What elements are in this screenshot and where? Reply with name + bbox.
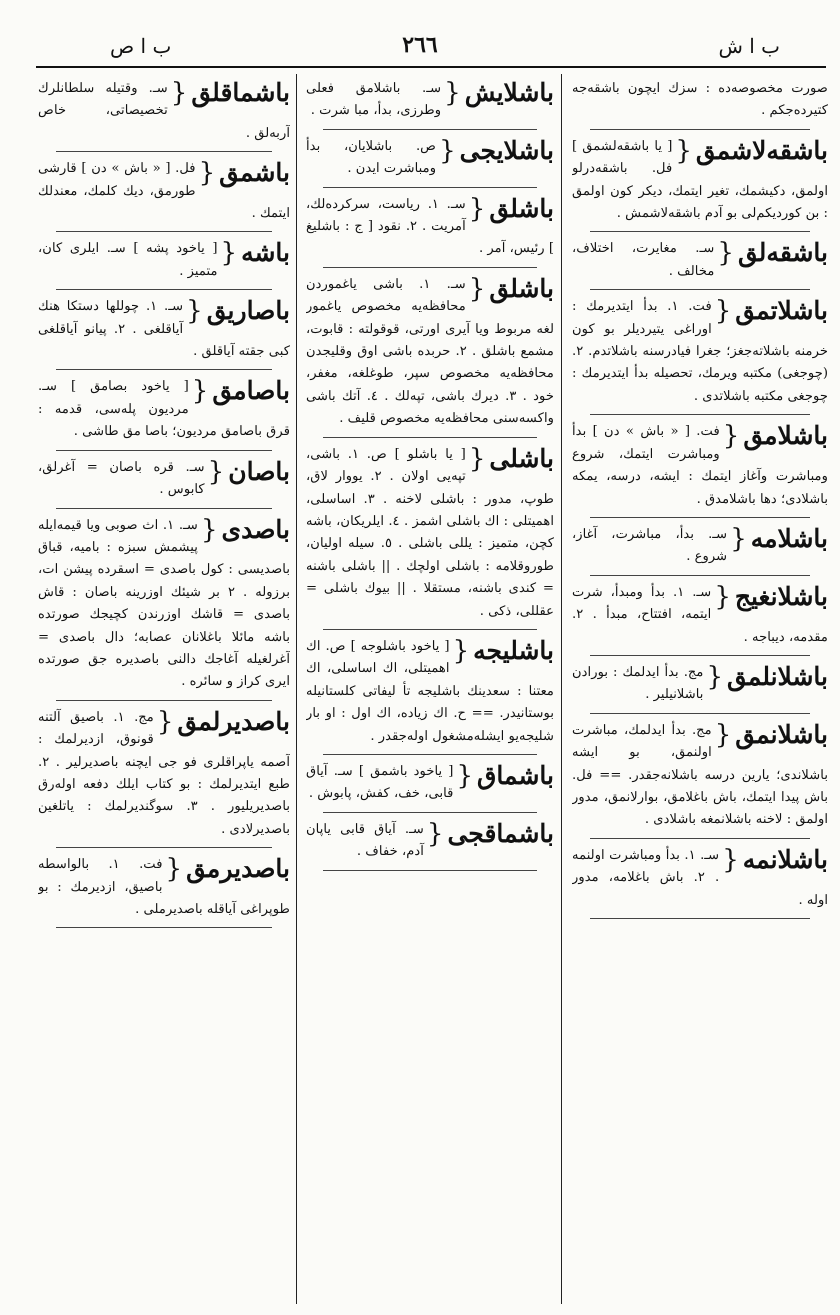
definition-text: [ یا باشلو ] ص. ١. باشی، تپه‌یی اولان . ٢. یووار لاق، طوپ، مدور : باشلی لاخنه . ٣. اساسلی، اهمیتلی : اك باشلی اشمز . ٤. ایلریکان، باشه کچن، متمیز : یللی باشلی . ٥. سیله اولیان، طوروقلامه : باشلی اولچك . || باشلی باشنه = کندی باشنه، مستقلا . || بیوك باشلی = عقللی، ذکی . <box>306 446 554 619</box>
dictionary-entry <box>572 524 828 569</box>
definition-text: فت. ١. بدأ ایتدیرمك : اوراغی یتیردیلر بو کون خرمنه باشلاته‌جغز؛ جغرا فیادرسنه باشلاتدم. ٢. (چوجغی) مکتبه ویرمك، تحصیله بدأ ایتدیرمك : چوجغی مکتبه باشلاتدی . <box>572 299 828 404</box>
entry-separator <box>56 508 273 509</box>
headword: باصان <box>228 456 290 486</box>
headword: باشلایش <box>464 78 554 107</box>
entry-separator <box>590 838 810 839</box>
dictionary-entry <box>572 582 828 649</box>
headword: باشقه‌لاشمق <box>695 135 828 165</box>
definition-text: سـ. ١. بدأ ومبدأ، شرت ایتمه، افتتاح، مبدأ . ٢. مقدمه، دیباجه . <box>572 584 828 645</box>
brace-glyph: { <box>456 760 473 791</box>
definition-text: سـ. ١. ریاست، سرکرده‌لك، آمریت . ٢. نقود [ ج : باشلیغ ] رئیس، آمر . <box>306 196 554 257</box>
definition-text: فت. [ « باش » دن ] بدأ ومباشرت ایتمك، شروع ومباشرت وآغاز ایتمك : ایشه، درسه، یمکه باشلادی؛ دها باشلامدق . <box>572 424 828 507</box>
definition-text: مج. ١. باصیق آلتنه قونوق، ازدیرلمك : آصمه یاپراقلری فو جی ایچنه باصدیرلیر . ٢. طبع ایتدیرلمك : بو کتاب ایلك دفعه اوله‌رق باصدیریلیور . ٣. سوگندیرلمك : یاتلغین باصدیرلادی . <box>38 709 290 837</box>
brace-glyph: { <box>468 443 486 474</box>
brace-glyph: { <box>207 456 225 487</box>
headword: باشماقلق <box>191 78 290 107</box>
dictionary-entry <box>306 194 554 261</box>
entry-separator <box>323 267 536 268</box>
entry-separator <box>56 927 273 928</box>
definition-text: سـ. باشلامق فعلی وطرزی، بدأ، مبا شرت . <box>306 81 442 119</box>
definition-text: [ یاخود پشه ] سـ. ایلری کان، متمیز . <box>38 241 218 279</box>
headword: باشماق <box>477 760 554 790</box>
definition-text: سـ. بدأ، مباشرت، آغاز، شروع . <box>572 526 728 565</box>
brace-glyph: { <box>452 635 470 666</box>
entry-separator <box>56 700 273 701</box>
entry-separator <box>590 517 810 518</box>
dictionary-entry <box>306 636 554 748</box>
headword: باشلانمق <box>735 719 828 749</box>
dictionary-entry <box>306 761 554 806</box>
page-number: ۲٦٦ <box>402 32 438 58</box>
brace-glyph: { <box>706 661 724 692</box>
entry-separator <box>590 918 810 919</box>
entry-separator <box>590 414 810 415</box>
entry-separator <box>590 129 810 130</box>
headword: باشلانغیج <box>734 581 828 611</box>
definition-text: فل. [ « باش » دن ] قارشی طورمق، دیك کلمك، معندلك ایتمك . <box>38 161 290 222</box>
entry-separator <box>56 369 273 370</box>
brace-glyph: { <box>468 193 486 224</box>
headword: باشلامق <box>743 421 828 451</box>
brace-glyph: { <box>439 135 456 166</box>
entry-separator <box>323 437 536 438</box>
brace-glyph: { <box>468 273 486 304</box>
brace-glyph: { <box>191 376 209 407</box>
definition-text: سـ. ١. چوللها دستکا هنك آیاقلغی . ٢. پیانو آیاقلغی کبی جقته آیاقلق . <box>38 299 290 360</box>
entry-separator <box>590 655 810 656</box>
entry-separator <box>56 289 273 290</box>
dictionary-entry <box>306 274 554 431</box>
definition-text: [ یاخود بصامق ] سـ. مردیون پله‌سی، قدمه : قرق باصامق مردیون؛ باصا مق طاشی . <box>38 379 290 440</box>
column-middle <box>306 78 554 1304</box>
column-divider-right <box>561 74 562 1304</box>
headword: باشلی <box>489 443 554 473</box>
definition-text: سـ. ١. باشی یاغموردن محافظه‌یه مخصوص یاغمور لغه مربوط ویا آیری اورتی، قوقولته : قابوت، مشمع باشلق . ٢. حربده باشی اوق وقلیجدن محافظه‌یه مخصوص سپر، طوغلغه، مغفر، خود . ٣. دیرك باشی، تپه‌لك . ٤. آتك باشی واکسه‌سنی محافظه‌یه مخصوص قلیف . <box>306 276 554 427</box>
header-rule <box>36 66 826 68</box>
brace-glyph: { <box>717 238 734 269</box>
headword: باشلایجی <box>459 135 554 165</box>
dictionary-entry <box>306 78 554 123</box>
brace-glyph: { <box>714 581 731 612</box>
definition-text: مج. بدأ ایدلمك : بورادن باشلانیلیر . <box>572 664 704 703</box>
entry-separator <box>56 151 273 152</box>
entry-separator <box>323 129 536 130</box>
brace-glyph: { <box>730 523 747 554</box>
dictionary-entry <box>38 457 290 502</box>
headword: باشلق <box>489 273 554 303</box>
dictionary-entry <box>572 238 828 283</box>
dictionary-entry <box>572 296 828 408</box>
headword: باصدیرمق <box>186 854 290 884</box>
headword: باشه <box>241 238 290 268</box>
headword: باشلق <box>489 193 554 223</box>
dictionary-entry <box>572 136 828 226</box>
headword: باشلیجه <box>473 635 554 665</box>
dictionary-entry <box>38 296 290 363</box>
dictionary-entry <box>38 158 290 225</box>
headword: باصاریق <box>206 296 290 326</box>
entry-separator <box>323 754 536 755</box>
definition-text: سـ. ١. اث صوبی ویا قیمه‌ایله پیشمش سبزه : بامیه، قباق باصدیسی : کول باصدی = اسقرده پیشن ات، برزوله . ٢ بر شیئك اوزرینه باصان : قاش باصدی = قاشك اوزرندن کچیجك صورتده باشه مائلا باغلانان عصابه؛ دال باصدی = آغرلغیله آغاجك دالنی باصدیره جق صورتده ایری کراز و سائره . <box>38 517 290 690</box>
dictionary-entry <box>38 707 290 841</box>
brace-glyph: { <box>714 296 732 327</box>
dictionary-entry <box>306 444 554 623</box>
dictionary-entry <box>306 136 554 181</box>
headword: باشلاتمق <box>735 296 828 326</box>
headword: باشلامه <box>750 523 828 553</box>
entry-separator <box>590 713 810 714</box>
brace-glyph: { <box>198 158 216 189</box>
headword: باشلانمه <box>742 844 828 874</box>
dictionary-entry <box>572 662 828 707</box>
definition-text: ص. باشلایان، بدأ ومباشرت ایدن . <box>306 138 437 177</box>
headword: باشقه‌لق <box>737 238 828 268</box>
definition-text: سـ. قره باصان = آغرلق، کابوس . <box>38 459 205 498</box>
dictionary-entry <box>306 819 554 864</box>
column-right <box>572 78 828 1304</box>
entry-separator <box>590 289 810 290</box>
definition-text: سـ. آیاق قابی یاپان آدم، خفاف . <box>306 821 424 860</box>
entry-separator <box>323 187 536 188</box>
dictionary-entry <box>572 421 828 511</box>
definition-text: [ یا باشقه‌لشمق ] فل. باشقه‌درلو اولمق، دکیشمك، تغیر ایتمك، دیکر کون اولمق : بن کوردیکم‌لی بو آدم باشقه‌لاشمش . <box>572 138 828 222</box>
entry-separator <box>56 847 273 848</box>
definition-text: فت. ١. بالواسطه باصیق، ازدیرمك : بو طوپراغی آیاقله باصدیرملی . <box>38 857 290 917</box>
headword: باشمق <box>219 158 290 188</box>
headword: باشلانلمق <box>727 661 828 691</box>
running-head-left: ب ا ص <box>110 34 172 58</box>
brace-glyph: { <box>186 296 203 327</box>
headword: باصامق <box>212 376 290 406</box>
brace-glyph: { <box>714 719 732 750</box>
entry-separator <box>323 812 536 813</box>
dictionary-entry <box>38 376 290 443</box>
entry-separator <box>56 450 273 451</box>
headword: باصدیرلمق <box>177 706 290 736</box>
brace-glyph: { <box>220 238 238 269</box>
dictionary-entry <box>572 720 828 832</box>
headword: باشماقجی <box>447 818 554 848</box>
brace-glyph: { <box>675 135 692 166</box>
definition-text: مج. بدأ ایدلمك، مباشرت اولنمق، بو ایشه باشلاندی؛ یارین درسه باشلانه‌جقدر. == فل. باش پیدا ایتمك، باش باغلامق، بوارلانمق، مدور اولمق : لاخنه باشلانمغه باشلادی . <box>572 722 828 828</box>
column-divider-left <box>296 74 297 1304</box>
definition-text: سـ. وقتیله سلطانلرك تخصیصاتی، خاص آربه‌لق . <box>38 81 290 141</box>
entry-separator <box>590 575 810 576</box>
brace-glyph: { <box>165 854 183 885</box>
dictionary-entry <box>38 854 290 921</box>
dictionary-entry <box>572 78 828 123</box>
dictionary-entry <box>572 845 828 912</box>
headword: باصدی <box>221 514 290 544</box>
definition-text: سـ. ١. بدأ ومباشرت اولنمه . ٢. باش باغلامه، مدور اوله . <box>572 847 828 908</box>
dictionary-entry <box>38 515 290 694</box>
page-header <box>0 0 840 66</box>
dictionary-entry <box>38 78 290 145</box>
definition-text: [ یاخود باشلوجه ] ص. اك اهمیتلی، اك اساسلی، اك معتنا : سعدینك باشلیجه تأ لیفاتی کلستانیله بوستانیدر. == ح. اك زیاده، اك اول : او بار شلیجه‌یو ایشله‌مشغول اوله‌جقدر . <box>306 638 554 744</box>
brace-glyph: { <box>722 844 739 875</box>
entry-separator <box>56 231 273 232</box>
entry-separator <box>590 231 810 232</box>
dictionary-entry <box>38 238 290 283</box>
definition-text: صورت مخصوصه‌ده : سزك ایچون باشقه‌جه کتیرده‌جکم . <box>572 81 828 119</box>
entry-separator <box>323 629 536 630</box>
entry-separator <box>323 870 536 871</box>
brace-glyph: { <box>200 514 218 545</box>
brace-glyph: { <box>722 421 740 452</box>
column-left <box>38 78 290 1304</box>
definition-text: سـ. مغایرت، اختلاف، مخالف . <box>572 241 715 279</box>
brace-glyph: { <box>444 78 461 108</box>
definition-text: [ یاخود باشمق ] سـ. آیاق قابی، خف، کفش، پابوش . <box>306 763 454 802</box>
running-head-right: ب ا ش <box>718 34 780 58</box>
brace-glyph: { <box>170 78 188 108</box>
brace-glyph: { <box>426 818 444 849</box>
brace-glyph: { <box>156 706 174 737</box>
